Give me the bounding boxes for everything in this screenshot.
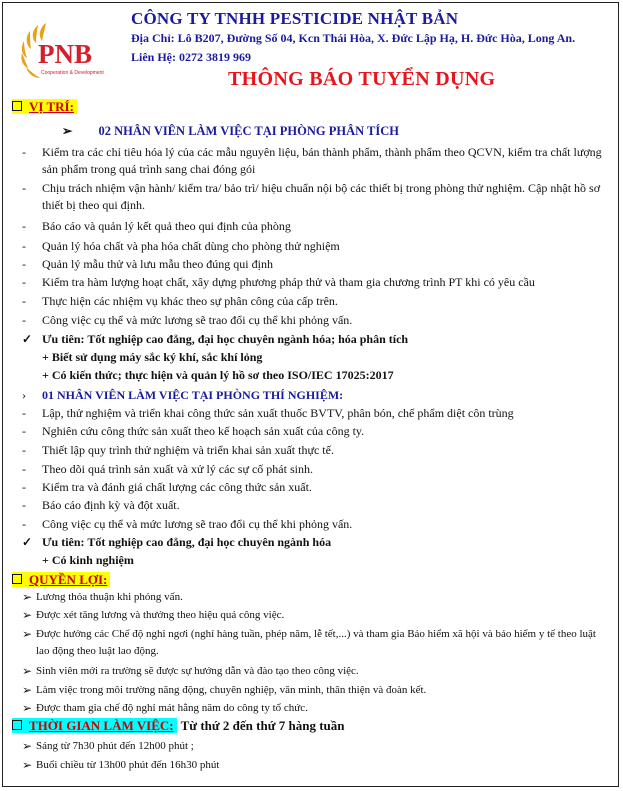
list-item: ➢ Được hưởng các Chế độ nghỉ ngơi (nghỉ hàng tuần, phép năm, lễ tết,...) và tham gia Bảo hiểm xã hội và bảo hiểm y tế theo luật lao động theo luật lao động.	[22, 627, 596, 657]
checkbox-icon	[12, 574, 22, 584]
section-vitri-label: VỊ TRÍ:	[29, 99, 74, 114]
chevron-right-icon: ›	[22, 388, 26, 402]
position2-title-row	[22, 387, 612, 404]
priority-item: ✓ Ưu tiên: Tốt nghiệp cao đẳng, đại học chuyên ngành hóa	[22, 535, 332, 549]
extra-requirement: + Có kinh nghiệm	[42, 553, 134, 567]
list-item: - Báo cáo định kỳ và đột xuất.	[22, 498, 180, 512]
arrow-icon: ➢	[62, 124, 73, 138]
list-item: ➢ Làm việc trong môi trường năng động, chuyên nghiệp, văn minh, thân thiện và đoàn kết.	[22, 683, 427, 697]
list-item: - Quản lý hóa chất và pha hóa chất dùng cho phòng thử nghiệm	[22, 239, 340, 253]
arrow-icon: ➢	[22, 701, 33, 715]
logo-subtext: Cooperation & Development	[41, 70, 104, 76]
list-item: - Công việc cụ thể và mức lương sẽ trao đổi cụ thể khi phỏng vấn.	[22, 313, 353, 327]
list-item: ➢ Được xét tăng lương và thưởng theo hiệu quả công việc.	[22, 608, 285, 622]
company-name: CÔNG TY TNHH PESTICIDE NHẬT BẢN	[131, 9, 459, 28]
list-item: - Chịu trách nhiệm vận hành/ kiểm tra/ bảo trì/ hiệu chuẩn nội bộ các thiết bị trong phòng thử nghiệm. Cập nhật hồ sơ thiết bị theo qui định.	[22, 181, 601, 212]
list-item: ➢ Được tham gia chế độ nghỉ mát hằng năm do công ty tổ chức.	[22, 701, 308, 715]
section-quyenloi	[12, 572, 110, 589]
section-thoigian	[12, 718, 345, 735]
list-item: - Kiểm tra các chỉ tiêu hóa lý của các mẫu nguyên liệu, bán thành phẩm, thành phẩm theo QCVN, kiểm tra chất lượng sản phẩm trong quá trình sang chai đóng gói	[22, 145, 602, 176]
arrow-icon: ➢	[22, 758, 33, 772]
company-logo	[16, 17, 108, 89]
position1-title: 02 NHÂN VIÊN LÀM VIỆC TẠI PHÒNG PHÂN TÍCH	[98, 124, 399, 138]
arrow-icon: ➢	[22, 590, 33, 604]
list-item: ➢ Sinh viên mới ra trường sẽ được sự hướng dẫn và đào tạo theo công việc.	[22, 664, 359, 678]
checkbox-icon	[12, 720, 22, 730]
list-item: ➢ Sáng từ 7h30 phút đến 12h00 phút ;	[22, 739, 194, 753]
section-quyenloi-label: QUYỀN LỢI:	[29, 572, 108, 587]
arrow-icon: ➢	[22, 664, 33, 678]
working-days: Từ thứ 2 đến thứ 7 hàng tuần	[180, 718, 345, 733]
priority-item: ✓ Ưu tiên: Tốt nghiệp cao đẳng, đại học chuyên ngành hóa; hóa phân tích	[22, 332, 409, 346]
section-vitri	[12, 99, 77, 116]
list-item: - Công việc cụ thể và mức lương sẽ trao đổi cụ thể khi phỏng vấn.	[22, 517, 353, 531]
position1-title-row	[62, 123, 399, 139]
list-item: - Lập, thử nghiệm và triển khai công thức sản xuất thuốc BVTV, phân bón, chế phẩm diệt côn trùng	[22, 406, 514, 420]
section-thoigian-label: THỜI GIAN LÀM VIỆC:	[29, 718, 174, 733]
list-item: - Kiểm tra và đánh giá chất lượng các công thức sản xuất.	[22, 480, 312, 494]
list-item: ➢ Lương thỏa thuận khi phỏng vấn.	[22, 590, 183, 604]
list-item: - Thiết lập quy trình thử nghiệm và triển khai sản xuất thực tế.	[22, 443, 334, 457]
list-item: - Quản lý mẫu thử và lưu mẫu theo đúng qui định	[22, 257, 273, 271]
list-item: - Kiểm tra hàm lượng hoạt chất, xây dựng phương pháp thử và tham gia chương trình PT khi có yêu cầu	[22, 275, 535, 289]
list-item: ➢ Buổi chiều từ 13h00 phút đến 16h30 phút	[22, 758, 220, 772]
extra-requirement: + Có kiến thức; thực hiện và quản lý hồ sơ theo ISO/IEC 17025:2017	[42, 368, 394, 382]
list-item: - Theo dõi quá trình sản xuất và xử lý các sự cố phát sinh.	[22, 462, 313, 476]
arrow-icon: ➢	[22, 627, 33, 641]
company-phone: Liên Hệ: 0272 3819 969	[131, 50, 251, 64]
page-title: THÔNG BÁO TUYỂN DỤNG	[228, 68, 496, 90]
arrow-icon: ➢	[22, 739, 33, 753]
company-address: Địa Chỉ: Lô B207, Đường Số 04, Kcn Thái Hòa, X. Đức Lập Hạ, H. Đức Hòa, Long An.	[131, 31, 576, 45]
list-item: - Thực hiện các nhiệm vụ khác theo sự phân công của cấp trên.	[22, 294, 338, 308]
checkbox-icon	[12, 101, 22, 111]
position2-title: 01 NHÂN VIÊN LÀM VIỆC TẠI PHÒNG THÍ NGHIỆM:	[42, 388, 344, 402]
list-item: - Nghiên cứu công thức sản xuất theo kế hoạch sản xuất của công ty.	[22, 424, 365, 438]
extra-requirement: + Biết sử dụng máy sắc ký khí, sắc khí lỏng	[42, 350, 263, 364]
logo-text: PNB	[38, 39, 92, 69]
arrow-icon: ➢	[22, 608, 33, 622]
arrow-icon: ➢	[22, 683, 33, 697]
list-item: - Báo cáo và quản lý kết quả theo qui định của phòng	[22, 219, 291, 233]
